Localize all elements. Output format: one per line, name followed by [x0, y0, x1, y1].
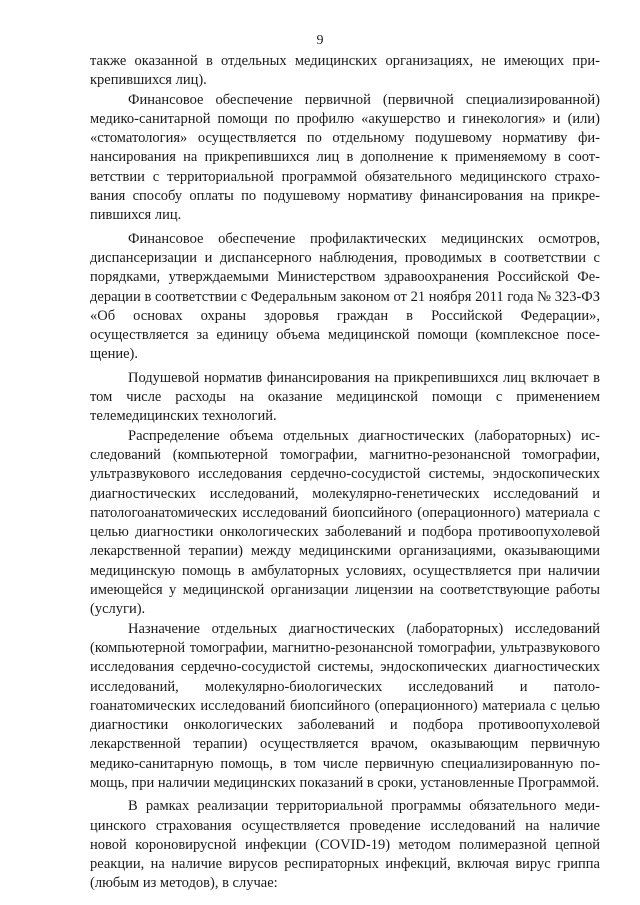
paragraph-financing-obgyn-dentistry: Финансовое обеспечение первичной (первичной специализированной) медико-санитарной помощи по профилю «акушерство и гинекология» и (или) «стоматология» осуществляется по отдельному подушевому нормативу финансирования на прикрепившихся лиц в дополнение к применяемому в соответствии с территориальной программой обязательного медицинского страхования способу оплаты по подушевому нормативу финансирования на прикрепившихся лиц. — [90, 91, 600, 224]
paragraph-diagnostics-distribution: Распределение объема отдельных диагностических (лабораторных) исследований (компьютерной томографии, магнитно-резонансной томографии, ультразвукового исследования сердечно-сосудистой системы, эндоскопических диагностических исследований, молекулярно-генетических исследований и патологоанатомических исследований биопсийного (операционного) материала с целью диагностики онкологических заболеваний и подбора противоопухолевой лекарственной терапии) между медицинскими организациями, оказывающими медицинскую помощь в амбулаторных условиях, осуществляется при наличии имеющейся у медицинской организации лицензии на соответствующие работы (услуги). — [90, 427, 600, 618]
document-body — [90, 52, 600, 894]
paragraph-financing-checkups: Финансовое обеспечение профилактических медицинских осмотров, диспансеризации и диспансерного наблюдения, проводимых в соответствии с порядками, утверждаемыми Министерством здравоохранения Российской Федерации в соответствии с Федеральным законом от 21 ноября 2011 года № 323-ФЗ «Об основах охраны здоровья граждан в Российской Федерации», осуществляется за единицу объема медицинской помощи (комплексное посещение). — [90, 230, 600, 363]
paragraph-continuation: также оказанной в отдельных медицинских организациях, не имеющих прикрепившихся лиц). — [90, 53, 600, 89]
page-number: 9 — [316, 33, 324, 48]
paragraph-covid-testing: В рамках реализации территориальной программы обязательного медицинского страхования осуществляется проведение исследований на наличие новой короновирусной инфекции (COVID-19) методом полимеразной цепной реакции, на наличие вирусов респираторных инфекций, включая вирус гриппа (любым из методов), в случае: — [90, 798, 600, 892]
paragraph-diagnostics-assignment: Назначение отдельных диагностических (лабораторных) исследований (компьютерной томографии, магнитно-резонансной томографии, ультразвукового исследования сердечно-сосудистой системы, эндоскопических диагностических исследований, молекулярно-биологических исследований и патологоанатомических исследований биопсийного (операционного) материала с целью диагностики онкологических заболеваний и подбора противоопухолевой лекарственной терапии) осуществляется врачом, оказывающим первичную медико-санитарную помощь, в том числе первичную специализированную помощь, при наличии медицинских показаний в сроки, установленные Программой. — [90, 620, 600, 791]
paragraph-per-capita-norm: Подушевой норматив финансирования на прикрепившихся лиц включает в том числе расходы на оказание медицинской помощи с применением телемедицинских технологий. — [90, 369, 600, 425]
